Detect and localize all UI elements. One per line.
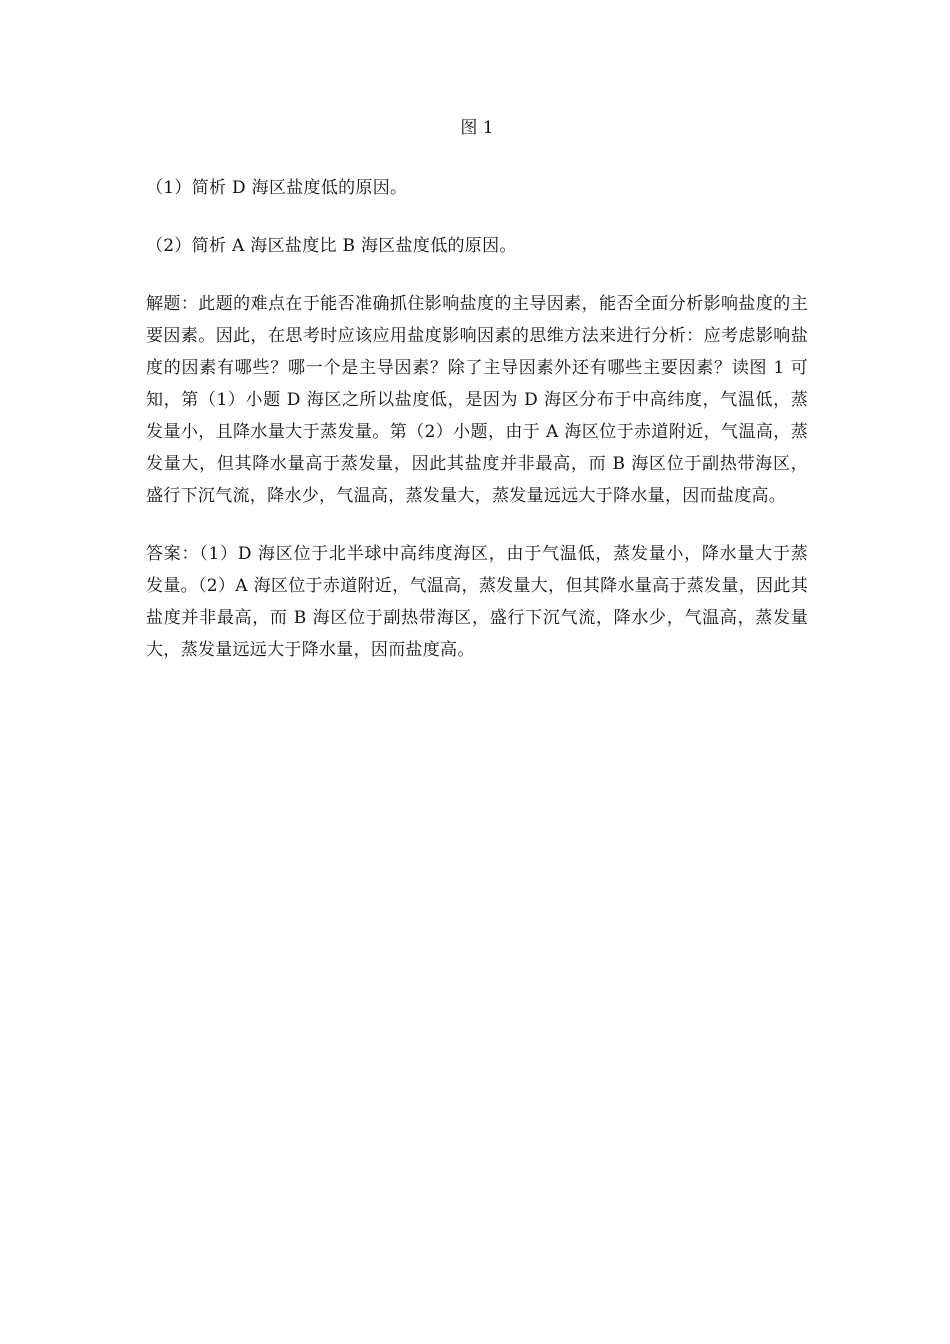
question-2: （2）简析 A 海区盐度比 B 海区盐度低的原因。 (146, 236, 517, 256)
document-page (146, 112, 808, 692)
answer-paragraph: 答案：（1）D 海区位于北半球中高纬度海区，由于气温低，蒸发量小，降水量大于蒸发量。（2）A 海区位于赤道附近，气温高，蒸发量大，但其降水量高于蒸发量，因此其盐度并非最高，而 B 海区位于副热带海区，盛行下沉气流，降水少，气温高，蒸发量大，蒸发量远远大于降水量，因而盐度高。 (146, 544, 808, 660)
figure-caption: 图 1 (460, 118, 494, 138)
analysis-paragraph: 解题：此题的难点在于能否准确抓住影响盐度的主导因素，能否全面分析影响盐度的主要因素。因此，在思考时应该应用盐度影响因素的思维方法来进行分析：应考虑影响盐度的因素有哪些？哪一个是主导因素？除了主导因素外还有哪些主要因素？读图 1 可知，第（1）小题 D 海区之所以盐度低，是因为 D 海区分布于中高纬度，气温低，蒸发量小，且降水量大于蒸发量。第（2）小题，由于 A 海区位于赤道附近，气温高，蒸发量大，但其降水量高于蒸发量，因此其盐度并非最高，而 B 海区位于副热带海区，盛行下沉气流，降水少，气温高，蒸发量大，蒸发量远远大于降水量，因而盐度高。 (146, 294, 808, 506)
question-1: （1）简析 D 海区盐度低的原因。 (146, 178, 408, 198)
